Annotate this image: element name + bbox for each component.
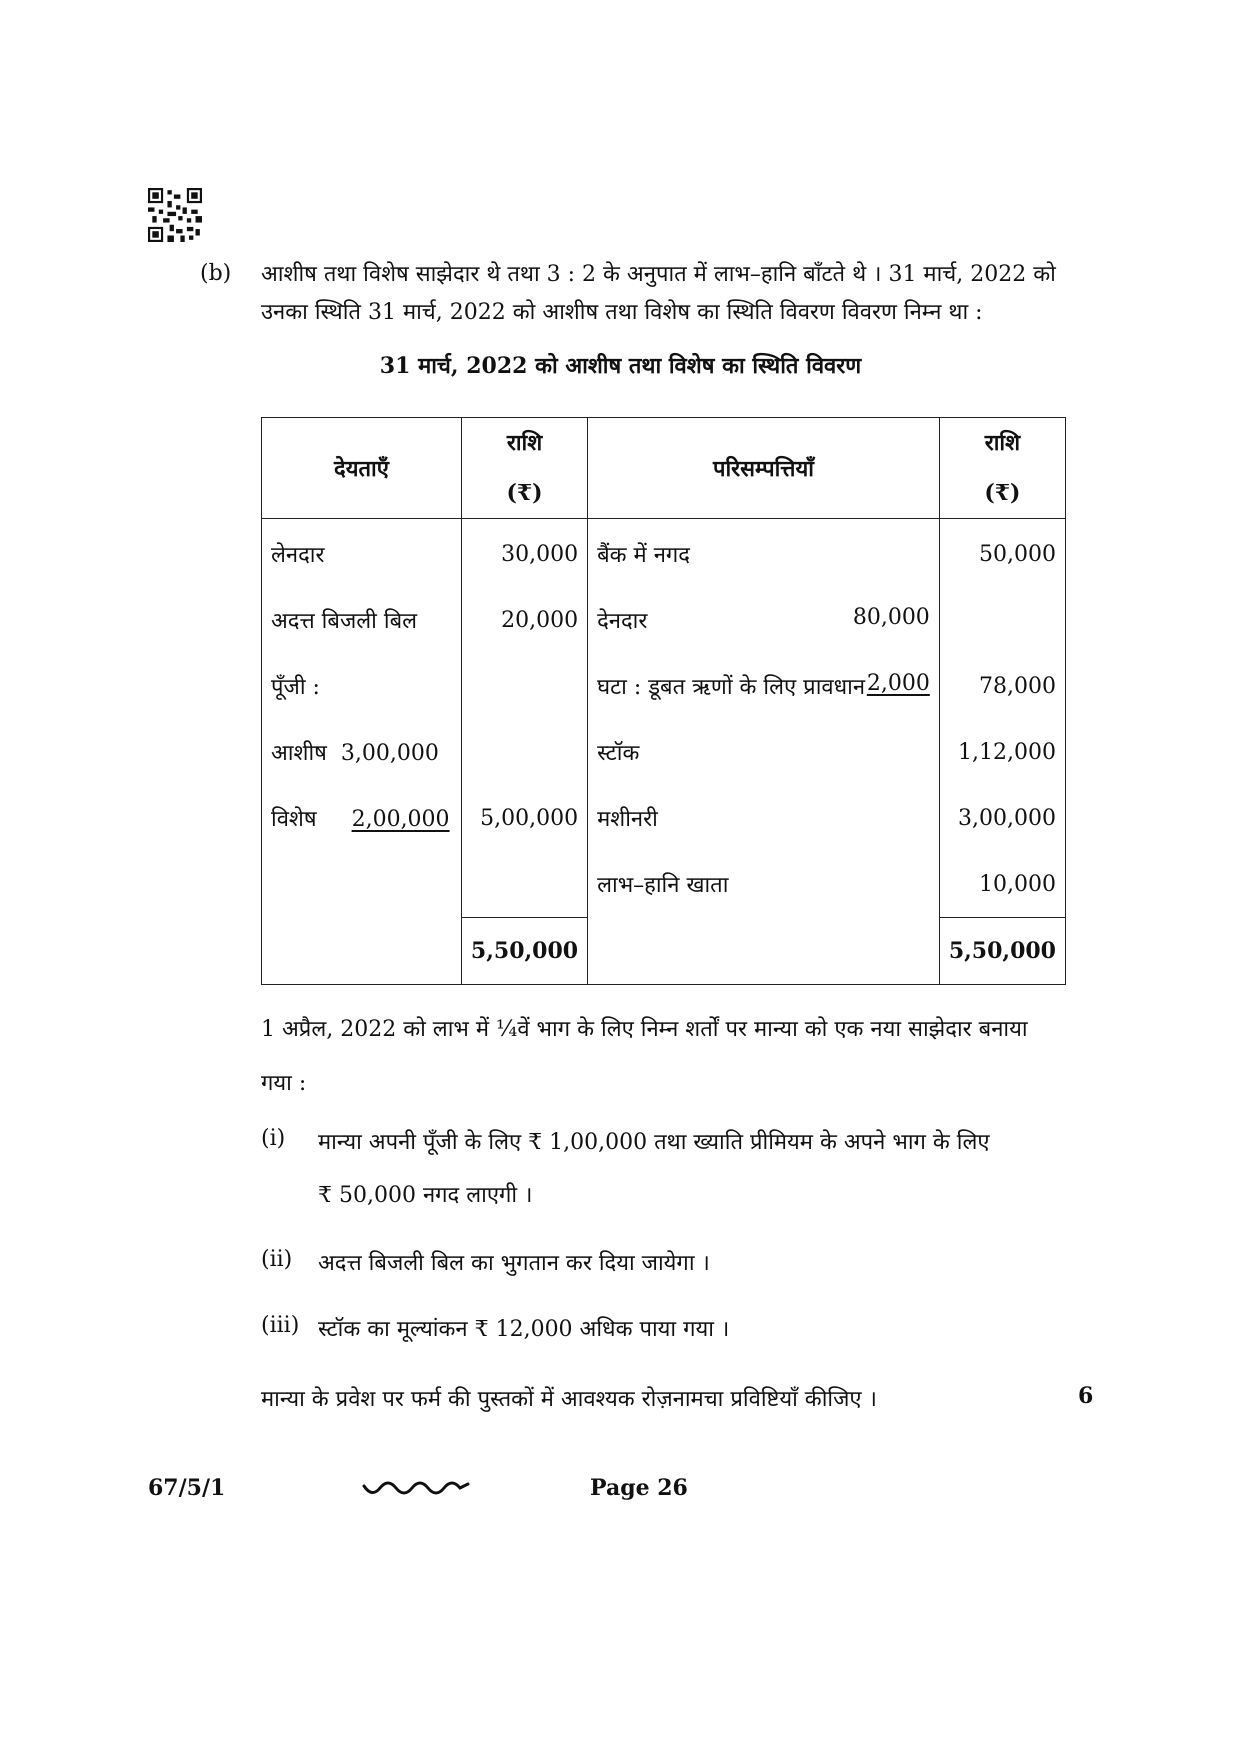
asset-cell: बैंक में नगद <box>588 519 940 588</box>
table-title: 31 मार्च, 2022 को आशीष तथा विशेष का स्थिति विवरण <box>379 353 862 379</box>
liability-amount: 20,000 <box>461 587 587 653</box>
liabilities-total: 5,50,000 <box>461 918 587 985</box>
asset-cell: लाभ–हानि खाता <box>588 851 940 918</box>
asset-cell <box>588 918 940 985</box>
currency-label: (₹) <box>506 480 543 506</box>
condition-text: अदत्त बिजली बिल का भुगतान कर दिया जायेगा । <box>318 1251 710 1276</box>
instruction-text: मान्या के प्रवेश पर फर्म की पुस्तकों में आवश्यक रोज़नामचा प्रविष्टियाँ कीजिए । <box>261 1387 877 1412</box>
liabilities-amount-header <box>461 418 587 519</box>
liability-amount: 5,00,000 <box>461 785 587 851</box>
admission-line-2: गया : <box>261 1071 307 1096</box>
admission-text <box>261 1003 1061 1111</box>
table-row <box>262 653 1066 719</box>
question-intro: आशीष तथा विशेष साझेदार थे तथा 3 : 2 के अनुपात में लाभ–हानि बाँटते थे । 31 मार्च, 2022 को उनका स्थिति 31 मार्च, 2022 को आशीष तथा विशेष का स्थिति विवरण विवरण निम्न था : <box>261 262 1056 325</box>
partner-capital: 2,00,000 <box>351 807 450 832</box>
liability-cell <box>262 719 462 785</box>
table-row <box>262 519 1066 588</box>
asset-sub-amount: 2,000 <box>866 671 930 696</box>
liability-amount <box>461 653 587 719</box>
page-number: Page 26 <box>590 1475 688 1501</box>
asset-amount: 10,000 <box>939 851 1065 918</box>
asset-sub-amount: 80,000 <box>852 605 930 630</box>
liability-amount <box>461 851 587 918</box>
asset-cell <box>588 653 940 719</box>
condition-text-cont: ₹ 50,000 नगद लाएगी । <box>318 1183 533 1208</box>
assets-amount-header <box>939 418 1065 519</box>
amount-label: राशि <box>506 430 543 456</box>
condition-text: स्टॉक का मूल्यांकन ₹ 12,000 अधिक पाया गया । <box>318 1317 730 1342</box>
liability-amount: 30,000 <box>461 519 587 588</box>
asset-label: घटा : डूबत ऋणों के लिए प्रावधान <box>597 675 866 700</box>
condition-number: (i) <box>261 1126 286 1151</box>
liability-cell <box>262 851 462 918</box>
liability-cell: पूँजी : <box>262 653 462 719</box>
liability-cell <box>262 785 462 851</box>
asset-amount: 1,12,000 <box>939 719 1065 785</box>
table-row <box>262 587 1066 653</box>
asset-amount <box>939 587 1065 653</box>
partner-name: विशेष <box>271 807 317 832</box>
balance-sheet-table <box>261 417 1066 985</box>
asset-label: देनदार <box>597 609 648 634</box>
partner-name: आशीष <box>271 741 327 766</box>
paper-code: 67/5/1 <box>148 1475 226 1501</box>
partner-capital: 3,00,000 <box>340 741 439 766</box>
qr-code-icon <box>148 188 202 242</box>
liabilities-header: देयताएँ <box>262 418 462 519</box>
condition-text: मान्या अपनी पूँजी के लिए ₹ 1,00,000 तथा ख्याति प्रीमियम के अपने भाग के लिए <box>318 1130 990 1155</box>
table-row <box>262 851 1066 918</box>
condition-number: (ii) <box>261 1247 293 1272</box>
liability-cell: लेनदार <box>262 519 462 588</box>
condition-number: (iii) <box>261 1313 300 1338</box>
liability-cell <box>262 918 462 985</box>
assets-total: 5,50,000 <box>939 918 1065 985</box>
table-row <box>262 719 1066 785</box>
liability-cell: अदत्त बिजली बिल <box>262 587 462 653</box>
asset-cell: मशीनरी <box>588 785 940 851</box>
asset-cell <box>588 587 940 653</box>
asset-amount: 78,000 <box>939 653 1065 719</box>
question-label: (b) <box>200 261 232 286</box>
total-row <box>262 918 1066 985</box>
amount-label: राशि <box>984 430 1021 456</box>
marks-value: 6 <box>1078 1383 1094 1409</box>
assets-header: परिसम्पत्तियाँ <box>588 418 940 519</box>
currency-label: (₹) <box>984 480 1021 506</box>
asset-cell: स्टॉक <box>588 719 940 785</box>
squiggle-ornament-icon <box>362 1478 470 1500</box>
asset-amount: 3,00,000 <box>939 785 1065 851</box>
table-row <box>262 785 1066 851</box>
asset-amount: 50,000 <box>939 519 1065 588</box>
liability-amount <box>461 719 587 785</box>
admission-line-1: 1 अप्रैल, 2022 को लाभ में ¼वें भाग के लिए निम्न शर्तों पर मान्या को एक नया साझेदार बनाया <box>261 1017 1028 1042</box>
